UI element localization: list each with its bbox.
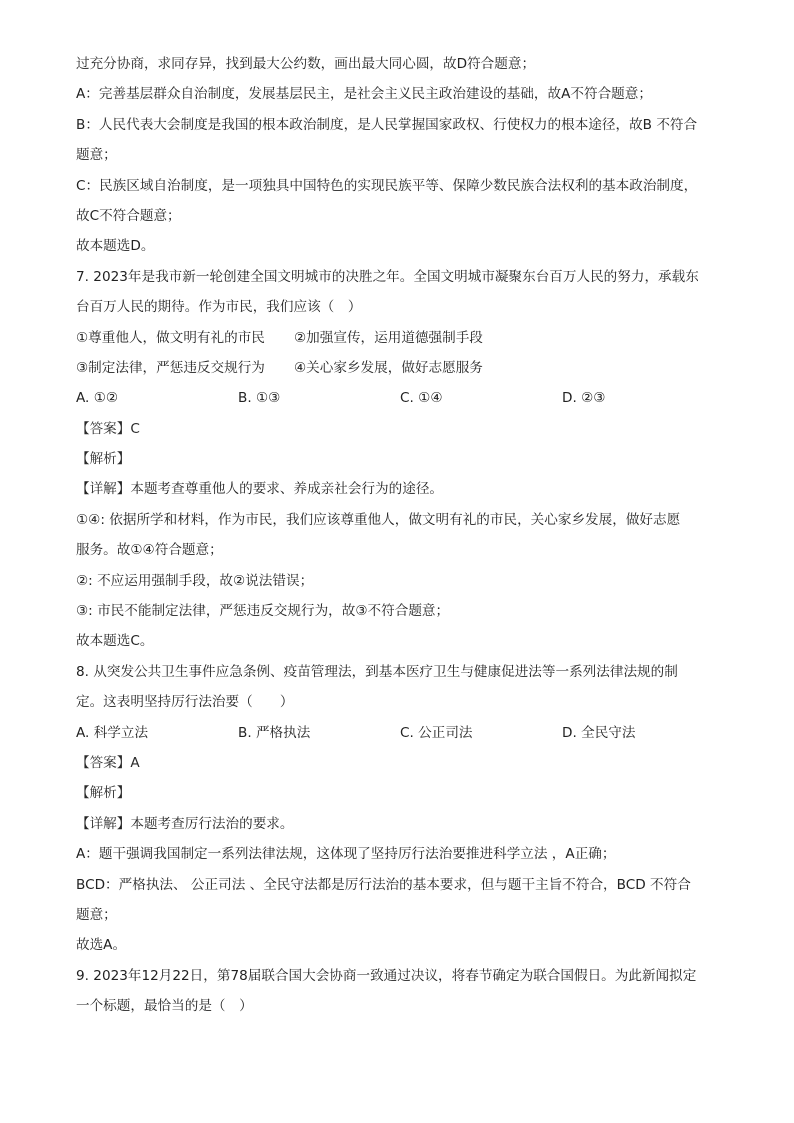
q8-explain: BCD：严格执法、 公正司法 、全民守法都是厉行法治的基本要求，但与题干主旨不符合，BCD 不符合 [76, 876, 691, 893]
text-line: C：民族区域自治制度，是一项独具中国特色的实现民族平等、保障少数民族合法权利的基本政治制度， [76, 177, 698, 194]
q7-option-a: A. ①② [76, 390, 119, 407]
q8-answer: 【答案】A [76, 754, 140, 771]
q8-options [76, 724, 726, 743]
q9-stem: 一个标题，最恰当的是（ ） [76, 998, 253, 1015]
q8-stem: 定。这表明坚持厉行法治要（ ） [76, 694, 294, 711]
q7-explain: ③: 市民不能制定法律，严惩违反交规行为，故③不符合题意； [76, 603, 450, 620]
q9-stem: 9. 2023年12月22日，第78届联合国大会协商一致通过决议，将春节确定为联合国假日。为此新闻拟定 [76, 967, 697, 984]
q7-statement-2: ②加强宣传，运用道德强制手段 [294, 329, 483, 346]
q7-explain: ②: 不应运用强制手段，故②说法错误； [76, 572, 314, 589]
q7-option-d: D. ②③ [562, 390, 606, 407]
text-line: A：完善基层群众自治制度，发展基层民主，是社会主义民主政治建设的基础，故A不符合题意； [76, 86, 652, 103]
q8-stem: 8. 从突发公共卫生事件应急条例、疫苗管理法，到基本医疗卫生与健康促进法等一系列法律法规的制 [76, 663, 678, 680]
q8-option-d: D. 全民守法 [562, 724, 636, 741]
q7-explain: 服务。故①④符合题意； [76, 542, 223, 559]
q7-option-b: B. ①③ [238, 390, 281, 407]
text-line: 故C不符合题意； [76, 207, 181, 224]
text-line: 题意； [76, 147, 117, 164]
q7-option-c: C. ①④ [400, 390, 443, 407]
q7-stem: 台百万人民的期待。作为市民，我们应该（ ） [76, 299, 362, 316]
q7-statement-4: ④关心家乡发展，做好志愿服务 [294, 359, 483, 376]
q7-statement-1: ①尊重他人，做文明有礼的市民 [76, 329, 265, 346]
q7-statements-row [76, 329, 726, 348]
q7-explain: ①④: 依据所学和材料，作为市民，我们应该尊重他人，做文明有礼的市民，关心家乡发展，做好志愿 [76, 511, 681, 528]
text-line: 过充分协商，求同存异，找到最大公约数，画出最大同心圆，故D符合题意； [76, 56, 536, 72]
q8-option-b: B. 严格执法 [238, 724, 311, 741]
q7-stem: 7. 2023年是我市新一轮创建全国文明城市的决胜之年。全国文明城市凝聚东台百万人民的努力，承载东 [76, 268, 699, 285]
q8-analysis-label: 【解析】 [76, 785, 131, 802]
q7-analysis-label: 【解析】 [76, 451, 131, 468]
text-line: 故本题选D。 [76, 238, 155, 255]
q7-statement-3: ③制定法律，严惩违反交规行为 [76, 359, 265, 376]
q8-option-c: C. 公正司法 [400, 724, 473, 741]
q8-detail: 【详解】本题考查厉行法治的要求。 [76, 815, 294, 832]
q8-option-a: A. 科学立法 [76, 724, 149, 741]
q7-answer: 【答案】C [76, 420, 140, 437]
text-line: B：人民代表大会制度是我国的根本政治制度，是人民掌握国家政权、行使权力的根本途径，故B 不符合 [76, 116, 698, 133]
q7-detail: 【详解】本题考查尊重他人的要求、养成亲社会行为的途径。 [76, 481, 444, 498]
q8-explain: 题意； [76, 906, 117, 923]
q8-conclusion: 故选A。 [76, 937, 127, 954]
q8-explain: A：题干强调我国制定一系列法律法规，这体现了坚持厉行法治要推进科学立法 ，A正确； [76, 846, 616, 863]
q7-options [76, 389, 726, 408]
q7-conclusion: 故本题选C。 [76, 633, 154, 650]
document-page [76, 55, 726, 1028]
q7-statements-row [76, 359, 726, 378]
